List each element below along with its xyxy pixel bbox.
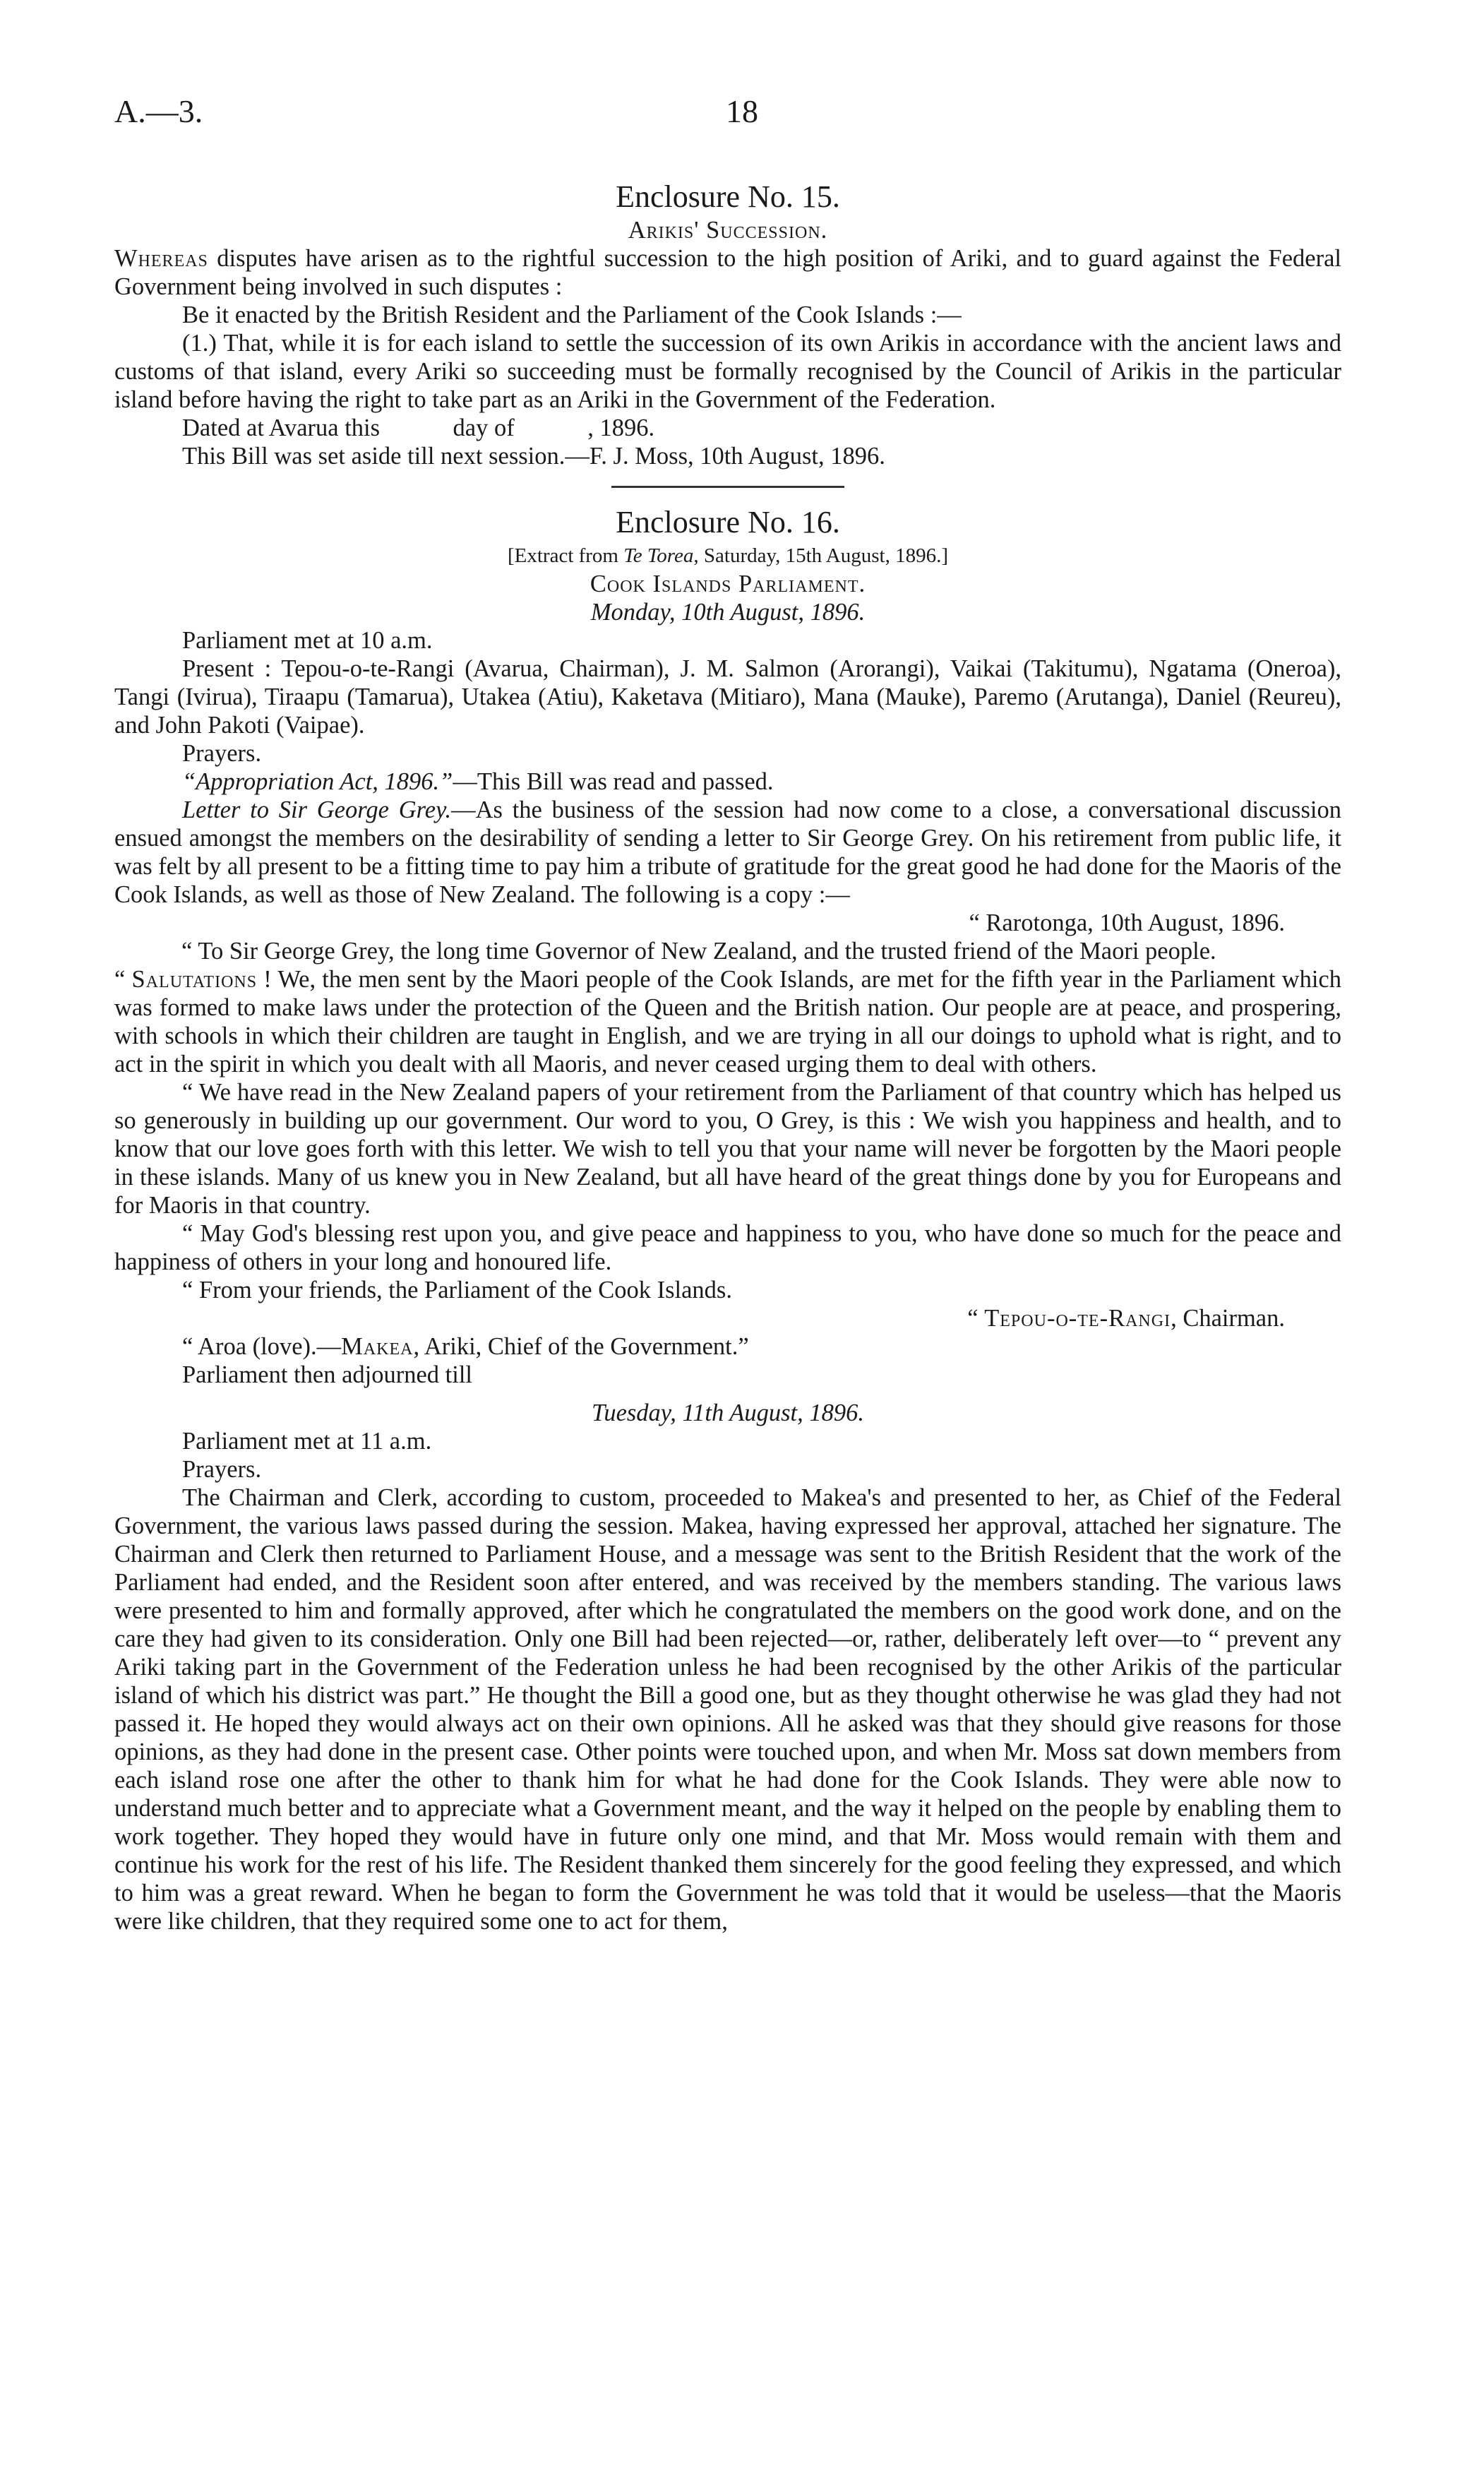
enclosure-16 <box>114 503 1341 1935</box>
salutations-quote: “ <box>114 966 132 993</box>
chairman-signature <box>114 1304 1341 1332</box>
signature-quote: “ <box>967 1305 985 1332</box>
page-number: 18 <box>726 93 758 129</box>
letter-paragraph <box>114 796 1341 909</box>
whereas-word: Whereas <box>114 245 208 272</box>
page-header <box>114 93 1370 143</box>
parliament-heading: Cook Islands Parliament. <box>590 571 866 597</box>
members-present: Present : Tepou-o-te-Rangi (Avarua, Chairman), J. M. Salmon (Arorangi), Vaikai (Takitumu), Ngatama (Oneroa), Tangi (Ivirua), Tiraapu (Tamarua), Utakea (Atiu), Kaketava (Mitiaro), Mana (Mauke), Paremo (Arutanga), Daniel (Reureu), and John Pakoti (Vaipae). <box>114 655 1341 739</box>
letter-intro-text: —As the business of the session had now come to a close, a conversational discussion ensued amongst the members on the desirability of sending a letter to Sir George Grey. On his retirement from public life, it was felt by all present to be a fitting time to pay him a tribute of gratitude for the great good he had done for the Maoris of the Cook Islands, as well as those of New Zealand. The following is a copy :— <box>114 796 1341 908</box>
chairman-title: , Chairman. <box>1171 1305 1285 1332</box>
clause-1: (1.) That, while it is for each island to settle the succession of its own Arikis in accordance with the ancient laws and customs of that island, every Ariki so succeeding must be formally recognised by the Council of Arikis in the particular island before having the right to take part as an Ariki in the Government of the Federation. <box>114 330 1341 413</box>
extract-prefix: [Extract from <box>507 544 624 567</box>
newspaper-name: Te Torea <box>623 544 694 567</box>
from-line: “ From your friends, the Parliament of the Cook Islands. <box>182 1277 732 1303</box>
chairman-name: Tepou-o-te-Rangi <box>984 1305 1171 1332</box>
meeting-time-2: Parliament met at 11 a.m. <box>182 1428 432 1455</box>
appropriation-title: “Appropriation Act, 1896.” <box>182 768 453 795</box>
aroa-suffix: , Ariki, Chief of the Government.” <box>413 1333 749 1360</box>
enclosure-15-title: Enclosure No. 15. <box>616 179 840 214</box>
adjourned-line: Parliament then adjourned till <box>182 1361 473 1388</box>
session-date-monday: Monday, 10th August, 1896. <box>590 599 866 626</box>
enacting-clause: Be it enacted by the British Resident and the Parliament of the Cook Islands :— <box>182 302 962 328</box>
blessing-paragraph: “ May God's blessing rest upon you, and give peace and happiness to you, who have done so much for the peace and happiness of others in your long and honoured life. <box>114 1220 1341 1275</box>
session-date-tuesday: Tuesday, 11th August, 1896. <box>592 1399 864 1426</box>
bill-note: This Bill was set aside till next session.—F. J. Moss, 10th August, 1896. <box>182 443 885 470</box>
letter-address: “ To Sir George Grey, the long time Governor of New Zealand, and the trusted friend of the Maori people. <box>181 938 1216 965</box>
document-reference: A.—3. <box>114 93 203 129</box>
prayers-1: Prayers. <box>182 740 262 767</box>
letter-place-date: “ Rarotonga, 10th August, 1896. <box>969 909 1285 936</box>
retirement-paragraph: “ We have read in the New Zealand papers of your retirement from the Parliament of that country which has helped us so generously in building up our government. Our word to you, O Grey, is this : We wish you happiness and health, and to know that our love goes forth with this letter. We wish to tell you that your name will never be forgotten by the Maori people in these islands. Many of us knew you in New Zealand, but all have heard of the great things done by you for Europeans and for Maoris in that country. <box>114 1079 1341 1219</box>
prayers-2: Prayers. <box>182 1456 262 1483</box>
page-content <box>114 175 1341 1935</box>
section-divider <box>611 486 844 488</box>
dated-line: Dated at Avarua this day of , 1896. <box>182 414 655 441</box>
appropriation-act <box>114 768 1341 796</box>
extract-source <box>114 542 1341 570</box>
salutations-paragraph <box>114 965 1341 1078</box>
enclosure-16-title: Enclosure No. 16. <box>616 505 840 539</box>
salutations-word: Salutations <box>131 966 258 993</box>
meeting-time-1: Parliament met at 10 a.m. <box>182 627 433 654</box>
appropriation-text: —This Bill was read and passed. <box>453 768 774 795</box>
whereas-paragraph <box>114 244 1341 301</box>
enclosure-15 <box>114 178 1341 470</box>
makea-name: Makea <box>341 1333 414 1360</box>
extract-suffix: , Saturday, 15th August, 1896.] <box>693 544 948 567</box>
closing-paragraph: The Chairman and Clerk, according to custom, proceeded to Makea's and presented to her, as Chief of the Federal Government, the various laws passed during the session. Makea, having expressed her approval, attached her signature. The Chairman and Clerk then returned to Parliament House, and a message was sent to the British Resident that the work of the Parliament had ended, and the Resident soon after entered, and was received by the members standing. The various laws were presented to him and formally approved, after which he congratulated the members on the good work done, and on the care they had given to its consideration. Only one Bill had been rejected—or, rather, deliberately left over—to “ prevent any Ariki taking part in the Government of the Federation unless he had been recognised by the other Arikis of the particular island of which his district was part.” He thought the Bill a good one, but as they thought otherwise he was glad they had not passed it. He hoped they would always act on their own opinions. All he asked was that they should give reasons for those opinions, as they had done in the present case. Other points were touched upon, and when Mr. Moss sat down members from each island rose one after the other to thank him for what he had done for the Cook Islands. They were able now to understand much better and to appreciate what a Government meant, and the way it helped on the people by enabling them to work together. They hoped they would have in future only one mind, and that Mr. Moss would remain with them and continue his work for the rest of his life. The Resident thanked them sincerely for the good feeling they expressed, and which to him was a great reward. When he began to form the Government he was told that it would be useless—that the Maoris were like children, that they required some one to act for them, <box>114 1484 1341 1935</box>
aroa-line <box>114 1332 1341 1361</box>
aroa-prefix: “ Aroa (love).— <box>182 1333 342 1360</box>
spacer <box>114 1389 1341 1399</box>
letter-heading: Letter to Sir George Grey. <box>182 796 452 823</box>
salutations-text: ! We, the men sent by the Maori people of the Cook Islands, are met for the fifth year in the Parliament which was formed to make laws under the protection of the Queen and the British nation. Our people are at peace, and prospering, with schools in which their children are taught in English, and we are trying in all our doings to uphold what is right, and to act in the spirit in which you dealt with all Maoris, and never ceased urging them to deal with others. <box>114 966 1341 1078</box>
enclosure-15-subtitle: Arikis' Succession. <box>628 217 828 244</box>
whereas-text: disputes have arisen as to the rightful succession to the high position of Ariki, and to guard against the Federal Government being involved in such disputes : <box>114 245 1341 300</box>
